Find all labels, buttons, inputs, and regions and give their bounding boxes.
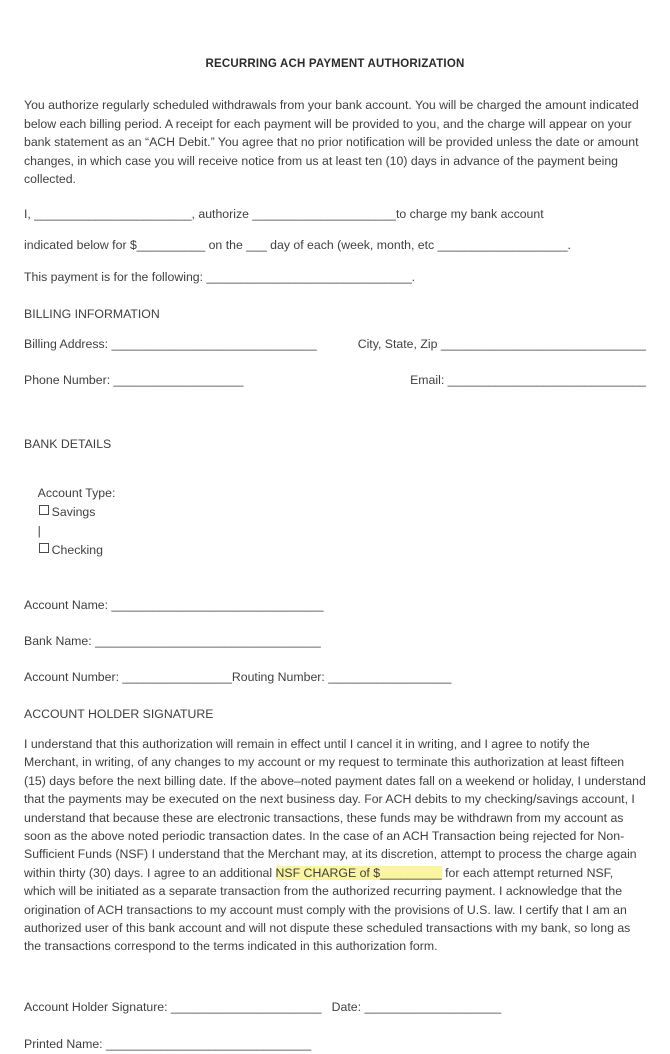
city-state-zip-label: City, State, Zip ______________________________ bbox=[357, 336, 646, 351]
account-type-separator: | bbox=[37, 523, 41, 538]
legal-text-part-2: for each attempt returned NSF, which will be initiated as a separate transaction from the authorized recurring payment. I acknowledge that the origination of ACH transactions to my account must comply with the provisions of U.S. law. I certify that I am an authorized user of this bank account and will not dispute these scheduled transactions with my bank, so long as the transactions correspond to the terms indicated in this authorization form. bbox=[24, 865, 631, 954]
account-number-label: Account Number: ________________ bbox=[24, 669, 232, 684]
authorization-line-2: indicated below for $__________ on the ___ day of each (week, month, etc ___________________. bbox=[24, 238, 571, 253]
checkbox-checking-icon[interactable] bbox=[39, 543, 49, 553]
signature-date-row bbox=[24, 998, 646, 1017]
account-type-checking-label: Checking bbox=[51, 542, 103, 557]
billing-information-heading: BILLING INFORMATION bbox=[24, 306, 160, 321]
account-holder-signature-heading: ACCOUNT HOLDER SIGNATURE bbox=[24, 706, 214, 721]
account-type-savings-label: Savings bbox=[51, 504, 96, 519]
signature-block bbox=[24, 998, 646, 1054]
printed-name-row: Printed Name: ______________________________ bbox=[24, 1036, 312, 1051]
account-type-label: Account Type: bbox=[37, 485, 116, 500]
phone-number-label: Phone Number: ___________________ bbox=[24, 372, 244, 387]
payment-purpose-line: This payment is for the following: ______________________________. bbox=[24, 269, 416, 284]
bank-details-heading: BANK DETAILS bbox=[24, 436, 112, 451]
legal-text-part-1: I understand that this authorization will remain in effect until I cancel it in writing, and I agree to notify the Merchant, in writing, of any changes to my account or my request to terminate this authorization at least fifteen (15) days before the next billing date. If the above–noted payment dates fall on a weekend or holiday, I understand that the payments may be executed on the next business day. For ACH debits to my checking/savings account, I understand that because these are electronic transactions, these funds may be withdrawn from my account as soon as the above noted periodic transaction dates. In the case of an ACH Transaction being rejected for Non-Sufficient Funds (NSF) I understand that the Merchant may, at its discretion, attempt to process the charge again within thirty (30) days. I agree to an additional bbox=[24, 736, 646, 880]
nsf-charge-highlight: NSF CHARGE of $_________ bbox=[275, 865, 442, 880]
account-holder-signature-label: Account Holder Signature: ______________________ bbox=[24, 999, 322, 1014]
phone-email-row bbox=[24, 371, 646, 390]
routing-number-label: Routing Number: __________________ bbox=[231, 669, 452, 684]
account-name-row: Account Name: _______________________________ bbox=[24, 597, 324, 612]
account-type-row bbox=[24, 465, 646, 579]
email-label: Email: _____________________________ bbox=[410, 372, 646, 387]
account-routing-row bbox=[24, 668, 646, 687]
checkbox-savings-icon[interactable] bbox=[39, 505, 49, 515]
billing-address-row bbox=[24, 335, 646, 354]
billing-address-label: Billing Address: ______________________________ bbox=[24, 336, 317, 351]
legal-paragraph bbox=[24, 735, 646, 956]
spacer bbox=[24, 407, 646, 417]
intro-paragraph: You authorize regularly scheduled withdrawals from your bank account. You will be charged the amount indicated below each billing period. A receipt for each payment will be provided to you, and the charge will appear on your bank statement as an “ACH Debit.” You agree that no prior notification will be provided unless the date or amount changes, in which case you will receive notice from us at least ten (10) days in advance of the payment being collected. bbox=[24, 98, 639, 187]
bank-name-row: Bank Name: _________________________________ bbox=[24, 633, 321, 648]
date-label: Date: ____________________ bbox=[331, 999, 502, 1014]
page-title: RECURRING ACH PAYMENT AUTHORIZATION bbox=[205, 58, 465, 70]
authorization-line-1: I, _______________________, authorize _____________________to charge my bank account bbox=[24, 206, 544, 221]
